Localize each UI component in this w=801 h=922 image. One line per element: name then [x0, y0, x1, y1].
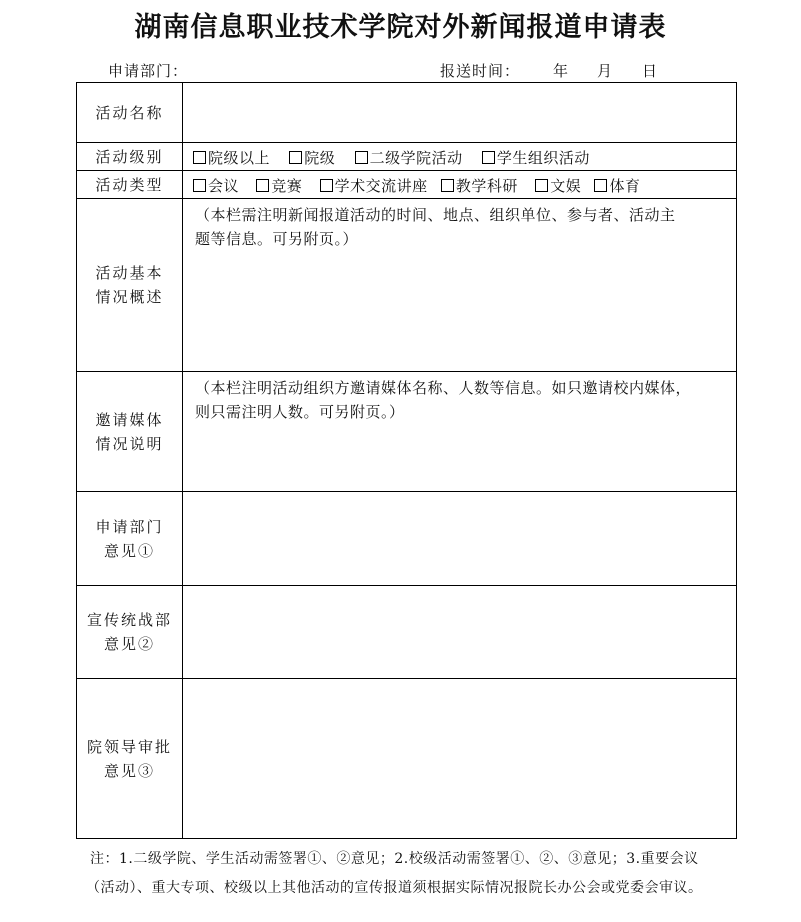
- media-label: 邀请媒体 情况说明: [77, 372, 183, 492]
- checkbox-icon[interactable]: [289, 151, 302, 164]
- activity-name-label: 活动名称: [77, 83, 183, 143]
- day-label: 日: [642, 62, 659, 80]
- leader-opinion-label: 院领导审批 意见③: [77, 679, 183, 839]
- checkbox-icon[interactable]: [193, 151, 206, 164]
- row-activity-level: [77, 143, 737, 171]
- year-label: 年: [553, 62, 570, 80]
- media-hint: （本栏注明活动组织方邀请媒体名称、人数等信息。如只邀请校内媒体， 则只需注明人数。可另附页。）: [195, 379, 692, 421]
- type-option-competition[interactable]: 竞赛: [256, 175, 302, 196]
- submit-time-label: 报送时间：: [440, 62, 521, 80]
- row-overview: [77, 199, 737, 372]
- type-option-meeting[interactable]: 会议: [193, 175, 239, 196]
- dept-opinion-label: 申请部门 意见①: [77, 492, 183, 586]
- publicity-opinion-label: 宣传统战部 意见②: [77, 586, 183, 679]
- checkbox-icon[interactable]: [441, 179, 454, 192]
- activity-level-options: [183, 143, 737, 171]
- checkbox-icon[interactable]: [256, 179, 269, 192]
- checkbox-icon[interactable]: [355, 151, 368, 164]
- row-dept-opinion: [77, 492, 737, 586]
- checkbox-icon[interactable]: [320, 179, 333, 192]
- activity-name-field[interactable]: [183, 83, 737, 143]
- type-option-research[interactable]: 教学科研: [441, 175, 518, 196]
- dept-label: 申请部门：: [108, 62, 189, 80]
- level-option-student-org[interactable]: 学生组织活动: [482, 147, 590, 168]
- level-option-college[interactable]: 院级: [289, 147, 335, 168]
- row-activity-type: [77, 171, 737, 199]
- footnote-line-1: 注：1.二级学院、学生活动需签署①、②意见；2.校级活动需签署①、②、③意见；3.重要会议: [90, 851, 699, 867]
- activity-level-label: 活动级别: [77, 143, 183, 171]
- checkbox-icon[interactable]: [535, 179, 548, 192]
- row-leader-opinion: [77, 679, 737, 839]
- footnote-line-2: （活动）、重大专项、校级以上其他活动的宣传报道须根据实际情况报院长办公会或党委会审议。: [86, 880, 703, 896]
- row-publicity-opinion: [77, 586, 737, 679]
- overview-hint: （本栏需注明新闻报道活动的时间、地点、组织单位、参与者、活动主 题等信息。可另附页。）: [195, 206, 676, 248]
- checkbox-icon[interactable]: [193, 179, 206, 192]
- overview-field[interactable]: [183, 199, 737, 372]
- overview-label: 活动基本 情况概述: [77, 199, 183, 372]
- publicity-opinion-field[interactable]: [183, 586, 737, 679]
- checkbox-icon[interactable]: [594, 179, 607, 192]
- type-option-sports[interactable]: 体育: [594, 175, 640, 196]
- level-option-above-college[interactable]: 院级以上: [193, 147, 270, 168]
- application-form-table: [76, 82, 737, 839]
- leader-opinion-field[interactable]: [183, 679, 737, 839]
- dept-opinion-field[interactable]: [183, 492, 737, 586]
- activity-type-label: 活动类型: [77, 171, 183, 199]
- checkbox-icon[interactable]: [482, 151, 495, 164]
- activity-type-options: [183, 171, 737, 199]
- level-option-secondary-college[interactable]: 二级学院活动: [355, 147, 463, 168]
- row-activity-name: [77, 83, 737, 143]
- month-label: 月: [597, 62, 614, 80]
- page-title: 湖南信息职业技术学院对外新闻报道申请表: [134, 12, 667, 43]
- type-option-entertainment[interactable]: 文娱: [535, 175, 581, 196]
- type-option-lecture[interactable]: 学术交流讲座: [320, 175, 428, 196]
- row-media: [77, 372, 737, 492]
- media-field[interactable]: [183, 372, 737, 492]
